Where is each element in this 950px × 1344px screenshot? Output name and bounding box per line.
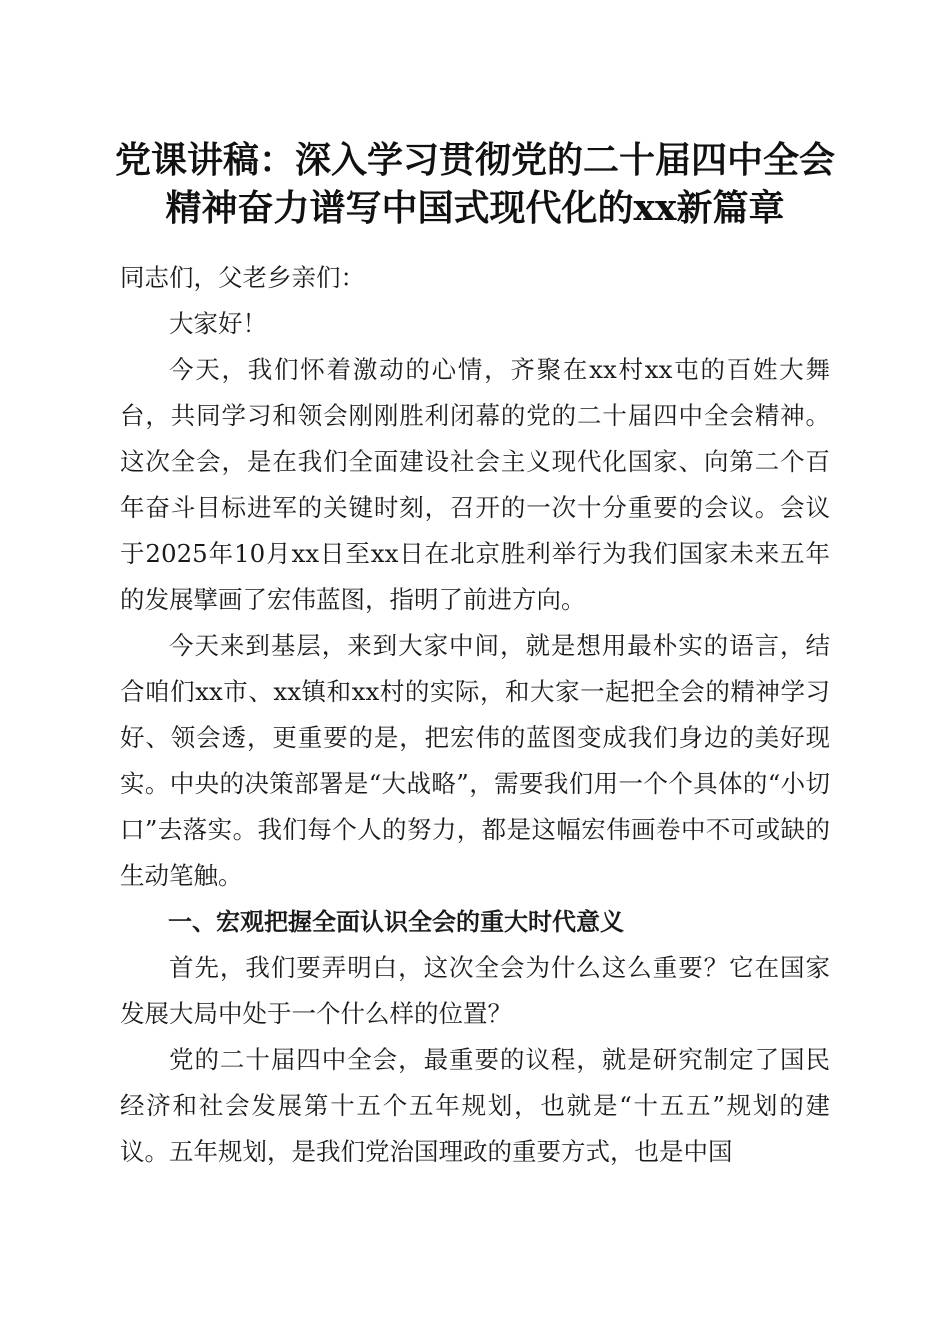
- salutation: 同志们，父老乡亲们：: [120, 263, 365, 292]
- document-body: [120, 255, 830, 1175]
- document-title: [100, 136, 850, 232]
- title-line-1: 党课讲稿：深入学习贯彻党的二十届四中全会: [114, 139, 835, 181]
- paragraph-3: 首先，我们要弄明白，这次全会为什么这么重要？它在国家发展大局中处于一个什么样的位置？: [120, 953, 830, 1028]
- paragraph-2: 今天来到基层，来到大家中间，就是想用最朴实的语言，结合咱们xx市、xx镇和xx村的实际，和大家一起把全会的精神学习好、领会透，更重要的是，把宏伟的蓝图变成我们身边的美好现实。中央的决策部署是“大战略”，需要我们用一个个具体的“小切口”去落实。我们每个人的努力，都是这幅宏伟画卷中不可或缺的生动笔触。: [120, 631, 830, 890]
- paragraph-4: 党的二十届四中全会，最重要的议程，就是研究制定了国民经济和社会发展第十五个五年规划，也就是“十五五”规划的建议。五年规划，是我们党治国理政的重要方式，也是中国: [120, 1045, 830, 1166]
- section-heading-1: 一、宏观把握全面认识全会的重大时代意义: [168, 908, 624, 936]
- paragraph-1: 今天，我们怀着激动的心情，齐聚在xx村xx屯的百姓大舞台，共同学习和领会刚刚胜利闭幕的党的二十届四中全会精神。这次全会，是在我们全面建设社会主义现代化国家、向第二个百年奋斗目标进军的关键时刻，召开的一次十分重要的会议。会议于2025年10月xx日至xx日在北京胜利举行为我们国家未来五年的发展擘画了宏伟蓝图，指明了前进方向。: [120, 355, 830, 614]
- greeting: 大家好！: [169, 309, 267, 338]
- title-line-2: 精神奋力谱写中国式现代化的xx新篇章: [165, 187, 785, 229]
